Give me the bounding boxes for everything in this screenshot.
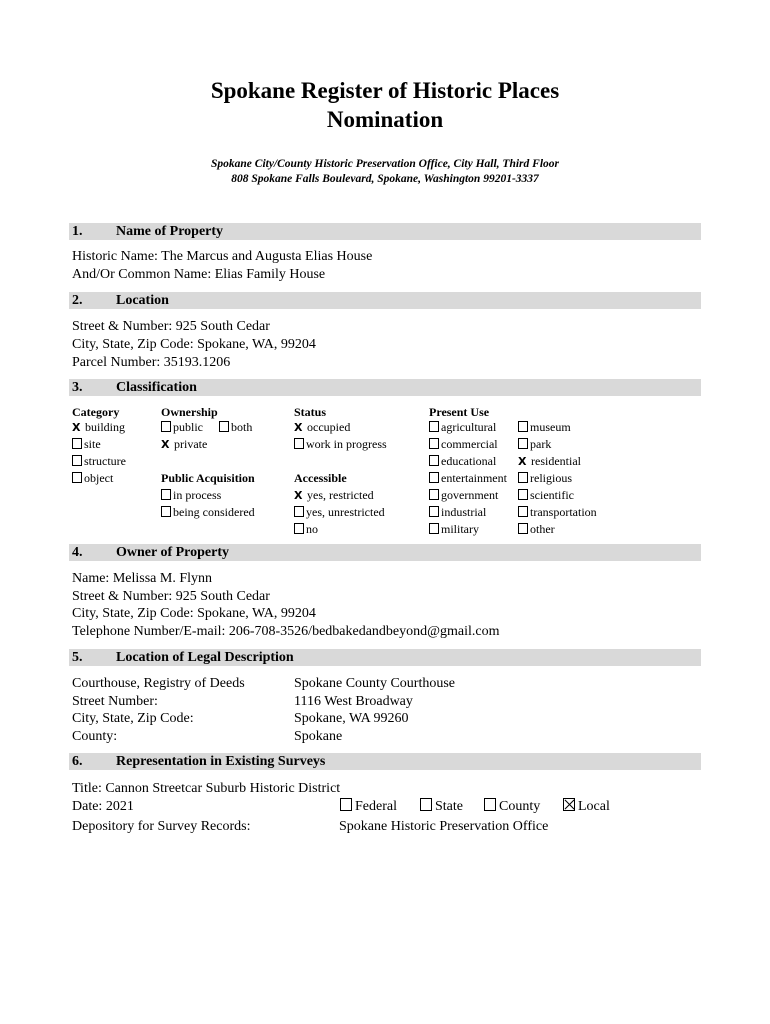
status-heading: Status <box>294 405 327 419</box>
checkbox-icon <box>294 523 304 534</box>
category-building[interactable]: X building <box>72 420 126 434</box>
office-address-line2: 808 Spokane Falls Boulevard, Spokane, Washington 99201-3337 <box>231 173 539 185</box>
checkbox-icon <box>429 472 439 483</box>
checkbox-icon <box>518 472 528 483</box>
checkbox-icon <box>429 489 439 500</box>
location-street: Street & Number: 925 South Cedar <box>72 319 270 334</box>
checked-checkbox-icon <box>563 798 575 811</box>
checkbox-icon <box>429 506 439 517</box>
use-government[interactable]: government <box>429 488 498 503</box>
checkbox-icon <box>518 523 528 534</box>
use-park[interactable]: park <box>518 437 551 452</box>
use-commercial[interactable]: commercial <box>429 437 498 452</box>
section-title: Location <box>116 293 169 308</box>
accessible-yes-unrestricted[interactable]: yes, unrestricted <box>294 505 385 520</box>
checkbox-icon <box>161 489 171 500</box>
section-4-header <box>69 544 701 561</box>
use-religious[interactable]: religious <box>518 471 572 486</box>
section-title: Representation in Existing Surveys <box>116 754 326 769</box>
section-5-header <box>69 649 701 666</box>
owner-name: Name: Melissa M. Flynn <box>72 571 212 586</box>
checkbox-icon <box>518 421 528 432</box>
parcel-number: Parcel Number: 35193.1206 <box>72 355 231 370</box>
legal-value-county: Spokane <box>294 729 343 744</box>
depository-value: Spokane Historic Preservation Office <box>339 819 549 834</box>
status-occupied[interactable]: X occupied <box>294 420 351 434</box>
checkbox-icon <box>420 798 432 811</box>
use-industrial[interactable]: industrial <box>429 505 486 520</box>
survey-level-state[interactable]: State <box>420 798 463 816</box>
owner-phone-email: Telephone Number/E-mail: 206-708-3526/bedbakedandbeyond@gmail.com <box>72 624 500 639</box>
legal-label-street: Street Number: <box>72 694 158 709</box>
legal-value-courthouse: Spokane County Courthouse <box>294 676 455 691</box>
use-scientific[interactable]: scientific <box>518 488 574 503</box>
ownership-private[interactable]: X private <box>161 437 208 451</box>
section-1-header <box>69 223 701 240</box>
ownership-heading: Ownership <box>161 405 218 419</box>
legal-value-city: Spokane, WA 99260 <box>294 711 409 726</box>
checkbox-icon <box>429 438 439 449</box>
use-military[interactable]: military <box>429 522 479 537</box>
survey-level-county[interactable]: County <box>484 798 540 816</box>
checkbox-icon <box>429 421 439 432</box>
section-title: Location of Legal Description <box>116 650 294 665</box>
use-museum[interactable]: museum <box>518 420 571 435</box>
checkbox-icon <box>294 438 304 449</box>
checkbox-icon <box>294 506 304 517</box>
section-title: Owner of Property <box>116 545 230 560</box>
owner-city: City, State, Zip Code: Spokane, WA, 99204 <box>72 606 316 621</box>
checkbox-icon <box>161 506 171 517</box>
survey-level-federal[interactable]: Federal <box>340 798 397 816</box>
use-educational[interactable]: educational <box>429 454 496 469</box>
section-2-header <box>69 292 701 309</box>
owner-street: Street & Number: 925 South Cedar <box>72 589 270 604</box>
checkbox-icon <box>161 421 171 432</box>
present-use-heading: Present Use <box>429 405 490 419</box>
ownership-public[interactable]: public <box>161 420 203 435</box>
survey-title: Title: Cannon Streetcar Suburb Historic District <box>72 781 341 796</box>
location-city: City, State, Zip Code: Spokane, WA, 99204 <box>72 337 316 352</box>
section-number: 5. <box>72 650 83 665</box>
checkbox-icon <box>518 489 528 500</box>
checkbox-icon <box>72 455 82 466</box>
checkbox-icon <box>518 506 528 517</box>
status-work-in-progress[interactable]: work in progress <box>294 437 387 452</box>
section-title: Name of Property <box>116 224 224 239</box>
checkbox-icon <box>219 421 229 432</box>
section-3-header <box>69 379 701 396</box>
accessible-yes-restricted[interactable]: X yes, restricted <box>294 488 374 502</box>
section-number: 3. <box>72 380 83 395</box>
form-title-line2: Nomination <box>326 107 444 132</box>
legal-label-city: City, State, Zip Code: <box>72 711 194 726</box>
historic-name: Historic Name: The Marcus and Augusta Elias House <box>72 249 373 264</box>
use-entertainment[interactable]: entertainment <box>429 471 507 486</box>
legal-label-courthouse: Courthouse, Registry of Deeds <box>72 676 245 691</box>
legal-label-county: County: <box>72 729 118 744</box>
checkbox-icon <box>340 798 352 811</box>
category-heading: Category <box>72 405 120 419</box>
ownership-both[interactable]: both <box>219 420 252 435</box>
category-structure[interactable]: structure <box>72 454 126 469</box>
section-number: 6. <box>72 754 83 769</box>
use-transportation[interactable]: transportation <box>518 505 597 520</box>
accessible-no[interactable]: no <box>294 522 318 537</box>
survey-date: Date: 2021 <box>72 799 134 814</box>
checkbox-icon <box>72 472 82 483</box>
checkbox-icon <box>484 798 496 811</box>
section-title: Classification <box>116 380 197 395</box>
common-name: And/Or Common Name: Elias Family House <box>72 267 326 282</box>
x-mark-icon: X <box>72 421 81 434</box>
acquisition-in-process[interactable]: in process <box>161 488 221 503</box>
category-site[interactable]: site <box>72 437 101 452</box>
section-6-header <box>69 753 701 770</box>
x-mark-icon: X <box>518 455 527 468</box>
acquisition-being-considered[interactable]: being considered <box>161 505 255 520</box>
x-mark-icon: X <box>161 438 170 451</box>
public-acquisition-heading: Public Acquisition <box>161 471 255 485</box>
use-agricultural[interactable]: agricultural <box>429 420 496 435</box>
legal-value-street: 1116 West Broadway <box>294 694 413 709</box>
office-address-line1: Spokane City/County Historic Preservation Office, City Hall, Third Floor <box>211 158 559 170</box>
section-number: 2. <box>72 293 83 308</box>
accessible-heading: Accessible <box>294 471 347 485</box>
checkbox-icon <box>518 438 528 449</box>
checkbox-icon <box>429 455 439 466</box>
checkbox-icon <box>429 523 439 534</box>
use-residential[interactable]: X residential <box>518 454 581 468</box>
section-number: 4. <box>72 545 83 560</box>
use-other[interactable]: other <box>518 522 555 537</box>
category-object[interactable]: object <box>72 471 113 486</box>
x-mark-icon: X <box>294 489 303 502</box>
depository-label: Depository for Survey Records: <box>72 819 251 834</box>
checkbox-icon <box>72 438 82 449</box>
form-title: Spokane Register of Historic Places <box>210 78 560 103</box>
survey-level-local[interactable]: Local <box>563 798 610 816</box>
section-number: 1. <box>72 224 83 239</box>
x-mark-icon: X <box>294 421 303 434</box>
